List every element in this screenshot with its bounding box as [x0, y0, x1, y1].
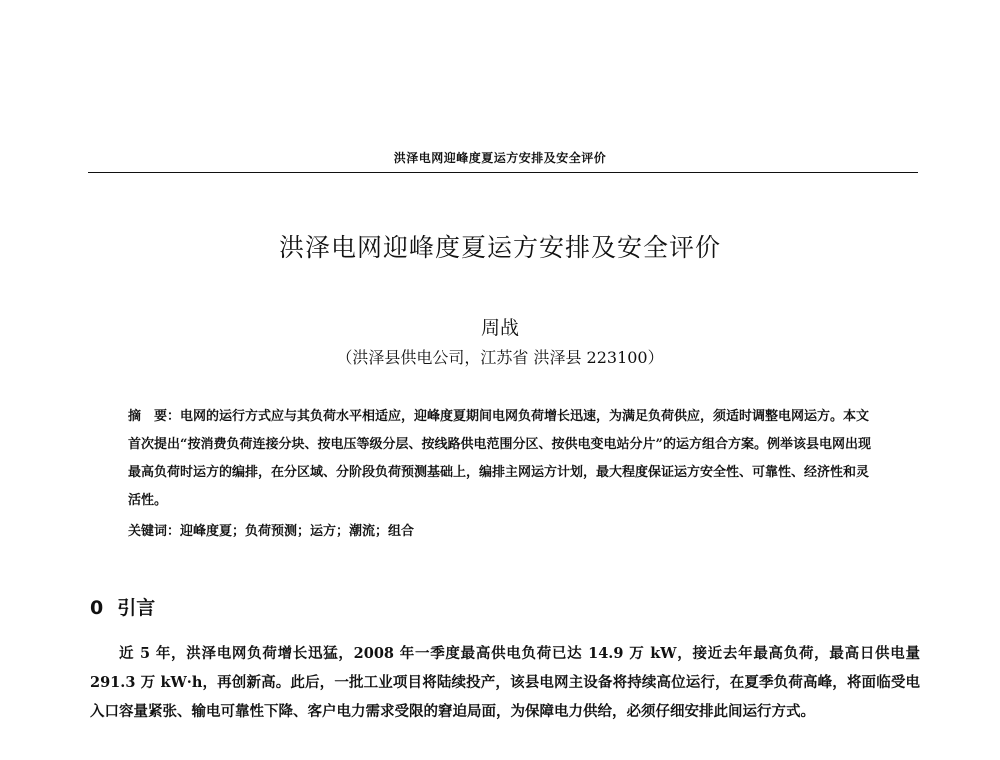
abstract-label: 摘 要：: [128, 409, 181, 424]
keywords: [128, 519, 876, 545]
body-paragraph: 近 5 年，洪泽电网负荷增长迅猛，2008 年一季度最高供电负荷已达 14.9 万 kW，接近去年最高负荷，最高日供电量 291.3 万 kW·h，再创新高。此后，一批工业项目将陆续投产，该县电网主设备将持续高位运行，在夏季负荷高峰，将面临受电入口容量紧张、输电可靠性下降、客户电力需求受限的窘迫局面，为保障电力供给，必须仔细安排此间运行方式。: [90, 645, 920, 720]
abstract-text: 电网的运行方式应与其负荷水平相适应，迎峰度夏期间电网负荷增长迅速，为满足负荷供应，须适时调整电网运方。本文首次提出“按消费负荷连接分块、按电压等级分层、按线路供电范围分区、按供电变电站分片”的运方组合方案。例举该县电网出现最高负荷时运方的编排，在分区域、分阶段负荷预测基础上，编排主网运方计划，最大程度保证运方安全性、可靠性、经济性和灵活性。: [128, 409, 871, 508]
running-header: 洪泽电网迎峰度夏运方安排及安全评价: [393, 151, 607, 165]
section-title: 引言: [117, 597, 156, 619]
section-number: 0: [90, 597, 104, 619]
author-affiliation: （洪泽县供电公司，江苏省 洪泽县 223100）: [336, 348, 664, 367]
author-name: 周战: [480, 317, 519, 339]
abstract: [128, 403, 876, 515]
keywords-text: 迎峰度夏；负荷预测；运方；潮流；组合: [180, 524, 415, 539]
paper-title: 洪泽电网迎峰度夏运方安排及安全评价: [278, 233, 721, 262]
section-heading: [90, 593, 155, 620]
keywords-label: 关键词：: [128, 524, 181, 539]
header-rule: [88, 172, 918, 173]
